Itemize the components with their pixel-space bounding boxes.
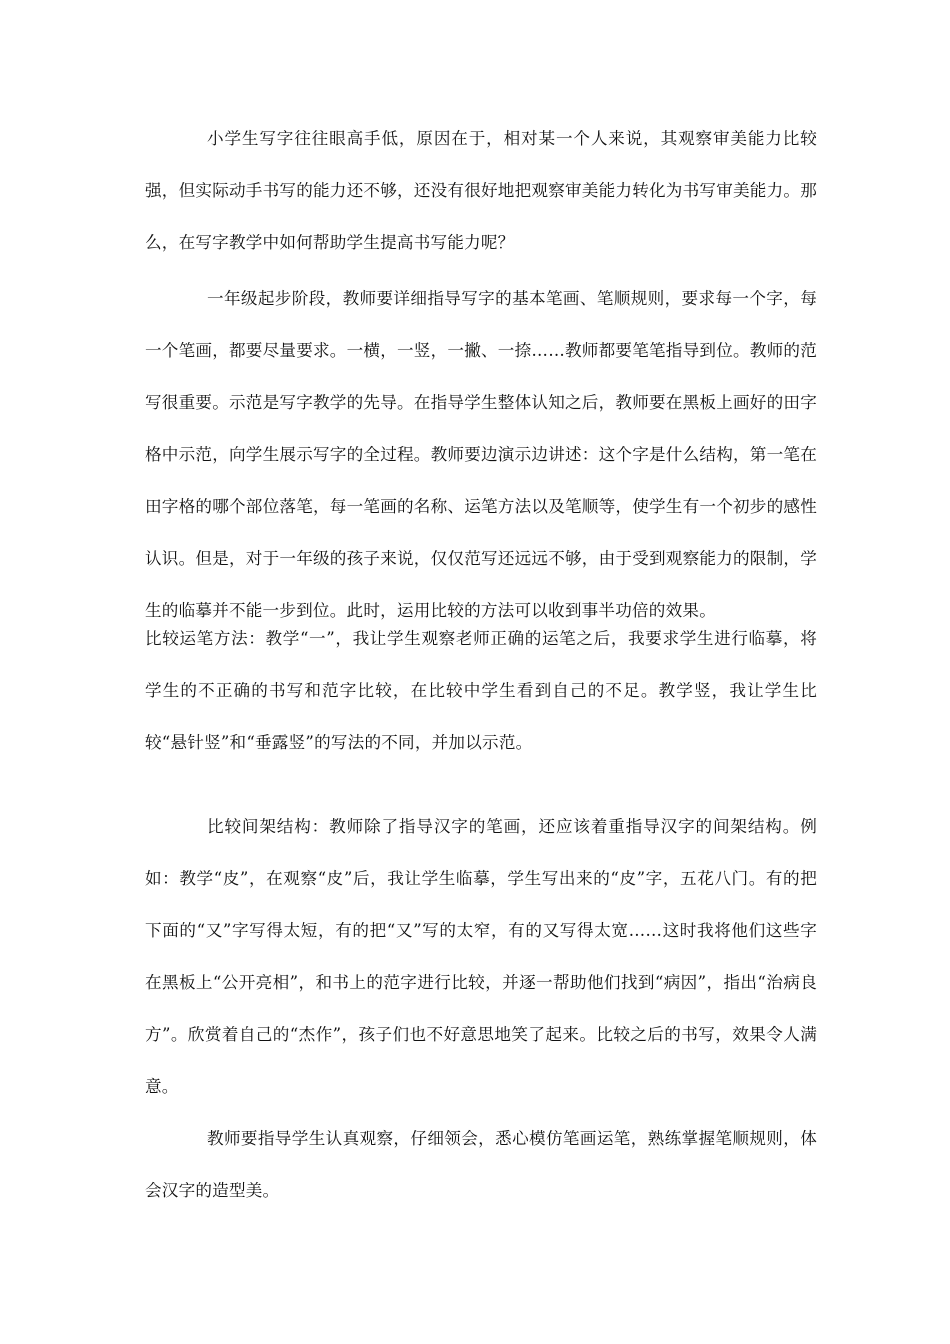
paragraph-compare-structure: 比较间架结构：教师除了指导汉字的笔画，还应该着重指导汉字的间架结构。例如：教学“皮”，在观察“皮”后，我让学生临摹，学生写出来的“皮”字，五花八门。有的把下面的“又”字写得太短，有的把“又”写的太窄，有的又写得太宽……这时我将他们这些字在黑板上“公开亮相”，和书上的范字进行比较，并逐一帮助他们找到“病因”，指出“治病良方”。欣赏着自己的“杰作”，孩子们也不好意思地笑了起来。比较之后的书写，效果令人满意。	[145, 817, 817, 1096]
paragraph-compare-strokes: 比较运笔方法：教学“一”，我让学生观察老师正确的运笔之后，我要求学生进行临摹，将学生的不正确的书写和范字比较，在比较中学生看到自己的不足。教学竖，我让学生比较“悬针竖”和“垂露竖”的写法的不同，并加以示范。	[145, 629, 817, 752]
paragraph-intro: 小学生写字往往眼高手低，原因在于，相对某一个人来说，其观察审美能力比较强，但实际动手书写的能力还不够，还没有很好地把观察审美能力转化为书写审美能力。那么，在写字教学中如何帮助学生提高书写能力呢？	[145, 129, 817, 252]
paragraph-first-grade: 一年级起步阶段，教师要详细指导写字的基本笔画、笔顺规则，要求每一个字，每一个笔画，都要尽量要求。一横，一竖，一撇、一捺……教师都要笔笔指导到位。教师的范写很重要。示范是写字教学的先导。在指导学生整体认知之后，教师要在黑板上画好的田字格中示范，向学生展示写字的全过程。教师要边演示边讲述：这个字是什么结构，第一笔在田字格的哪个部位落笔，每一笔画的名称、运笔方法以及笔顺等，使学生有一个初步的感性认识。但是，对于一年级的孩子来说，仅仅范写还远远不够，由于受到观察能力的限制，学生的临摹并不能一步到位。此时，运用比较的方法可以收到事半功倍的效果。	[145, 289, 817, 620]
paragraph-conclusion: 教师要指导学生认真观察，仔细领会，悉心模仿笔画运笔，熟练掌握笔顺规则，体会汉字的造型美。	[145, 1129, 817, 1200]
